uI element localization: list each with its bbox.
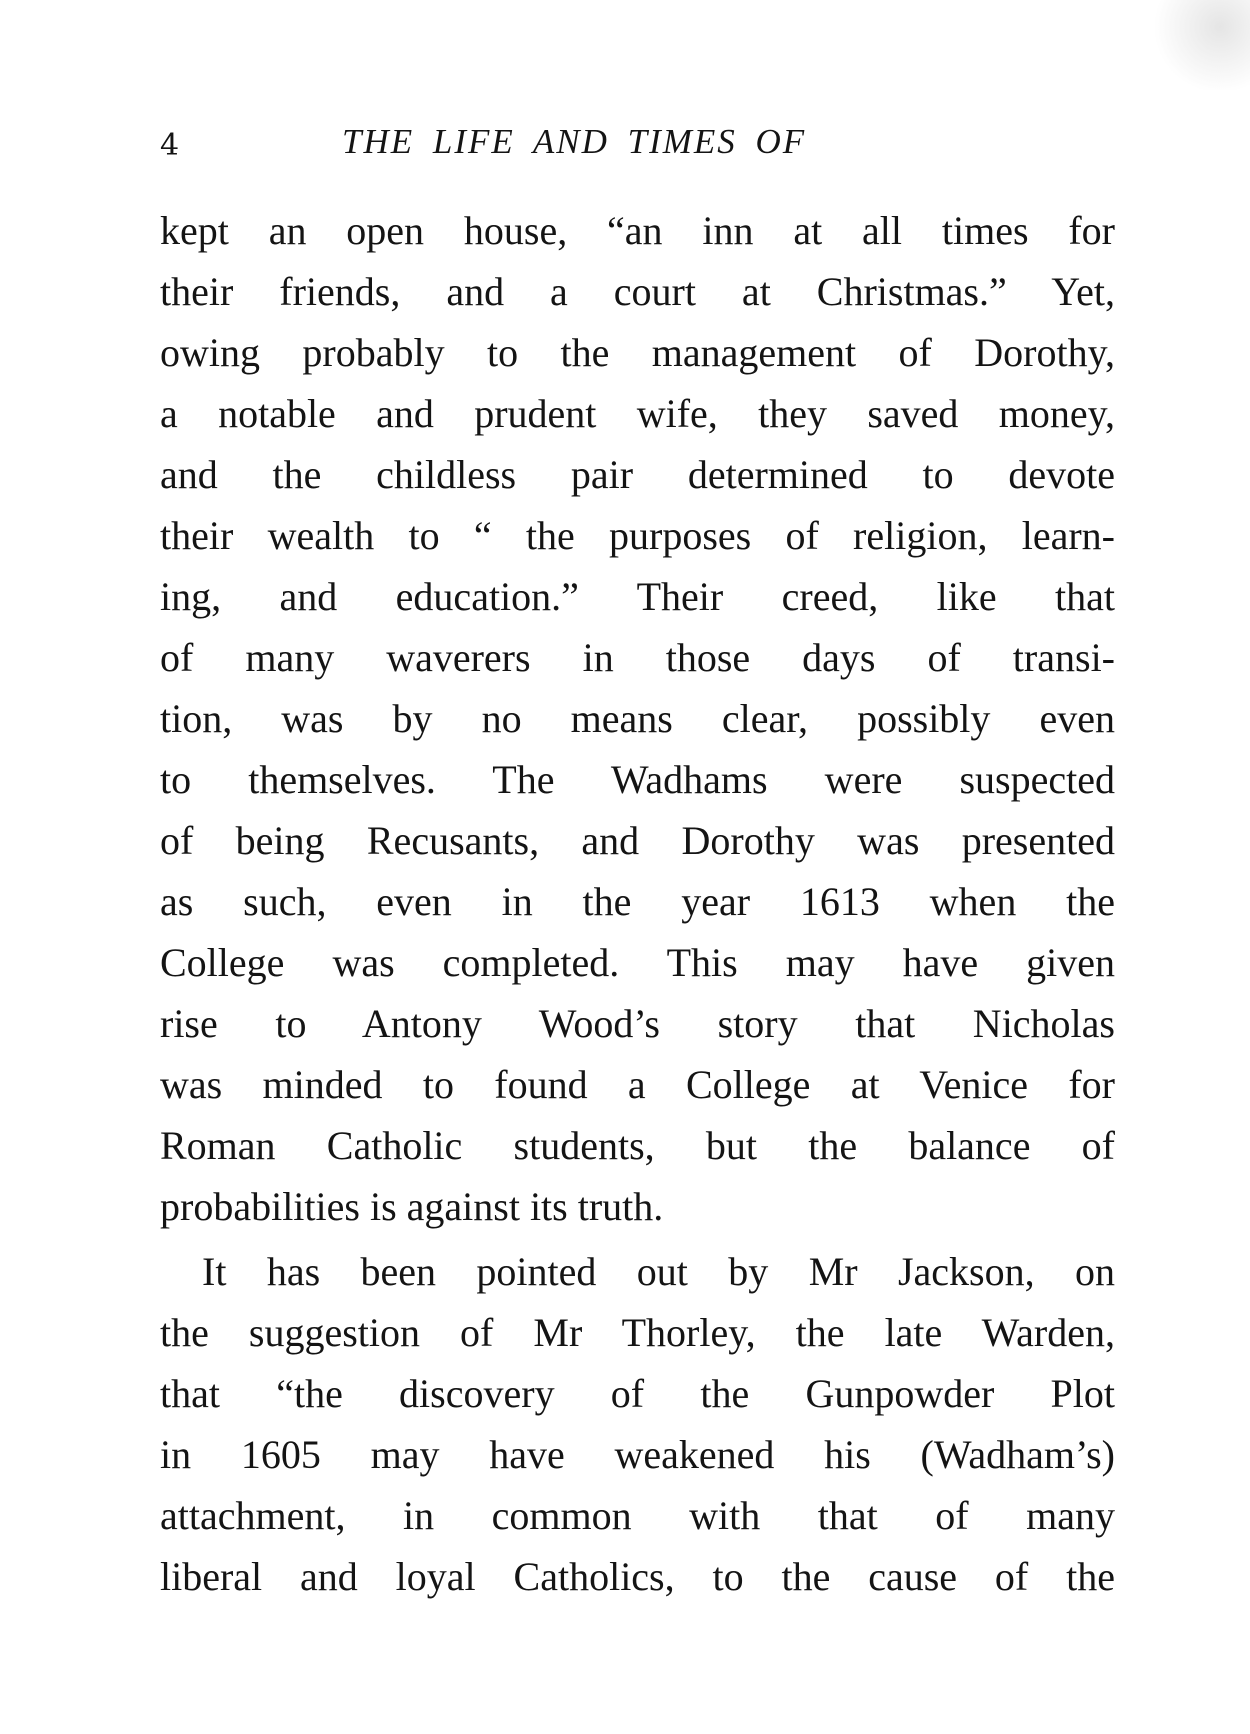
text-line: rise to Antony Wood’s story that Nicholas (160, 1001, 1115, 1046)
page-stain (1150, 0, 1250, 90)
text-line: It has been pointed out by Mr Jackson, on (202, 1249, 1115, 1294)
text-line: College was completed. This may have given (160, 940, 1115, 985)
text-line: a notable and prudent wife, they saved money, (160, 391, 1115, 436)
running-title: THE LIFE AND TIMES OF (342, 122, 807, 161)
page-number: 4 (160, 128, 180, 163)
text-line: tion, was by no means clear, possibly even (160, 696, 1115, 741)
text-line: of being Recusants, and Dorothy was presented (160, 818, 1115, 863)
text-line: was minded to found a College at Venice for (160, 1062, 1115, 1107)
text-line: kept an open house, “an inn at all times for (160, 208, 1115, 253)
text-line: the suggestion of Mr Thorley, the late Warden, (160, 1310, 1115, 1355)
text-line: ing, and education.” Their creed, like that (160, 574, 1115, 619)
text-line: in 1605 may have weakened his (Wadham’s) (160, 1432, 1115, 1477)
text-line: of many waverers in those days of transi- (160, 635, 1115, 680)
text-line: to themselves. The Wadhams were suspected (160, 757, 1115, 802)
page-header (160, 122, 1120, 170)
text-line: attachment, in common with that of many (160, 1493, 1115, 1538)
text-line: and the childless pair determined to devote (160, 452, 1115, 497)
paragraph-1 (160, 200, 1115, 1237)
body-text (160, 200, 1115, 1607)
paragraph-2 (160, 1241, 1115, 1607)
text-line: owing probably to the management of Dorothy, (160, 330, 1115, 375)
text-line: Roman Catholic students, but the balance of (160, 1123, 1115, 1168)
text-line: that “the discovery of the Gunpowder Plot (160, 1371, 1115, 1416)
text-line: as such, even in the year 1613 when the (160, 879, 1115, 924)
text-line: their wealth to “ the purposes of religion, learn- (160, 513, 1115, 558)
text-line: their friends, and a court at Christmas.” Yet, (160, 269, 1115, 314)
text-line: probabilities is against its truth. (160, 1184, 664, 1229)
text-line: liberal and loyal Catholics, to the cause of the (160, 1554, 1115, 1599)
